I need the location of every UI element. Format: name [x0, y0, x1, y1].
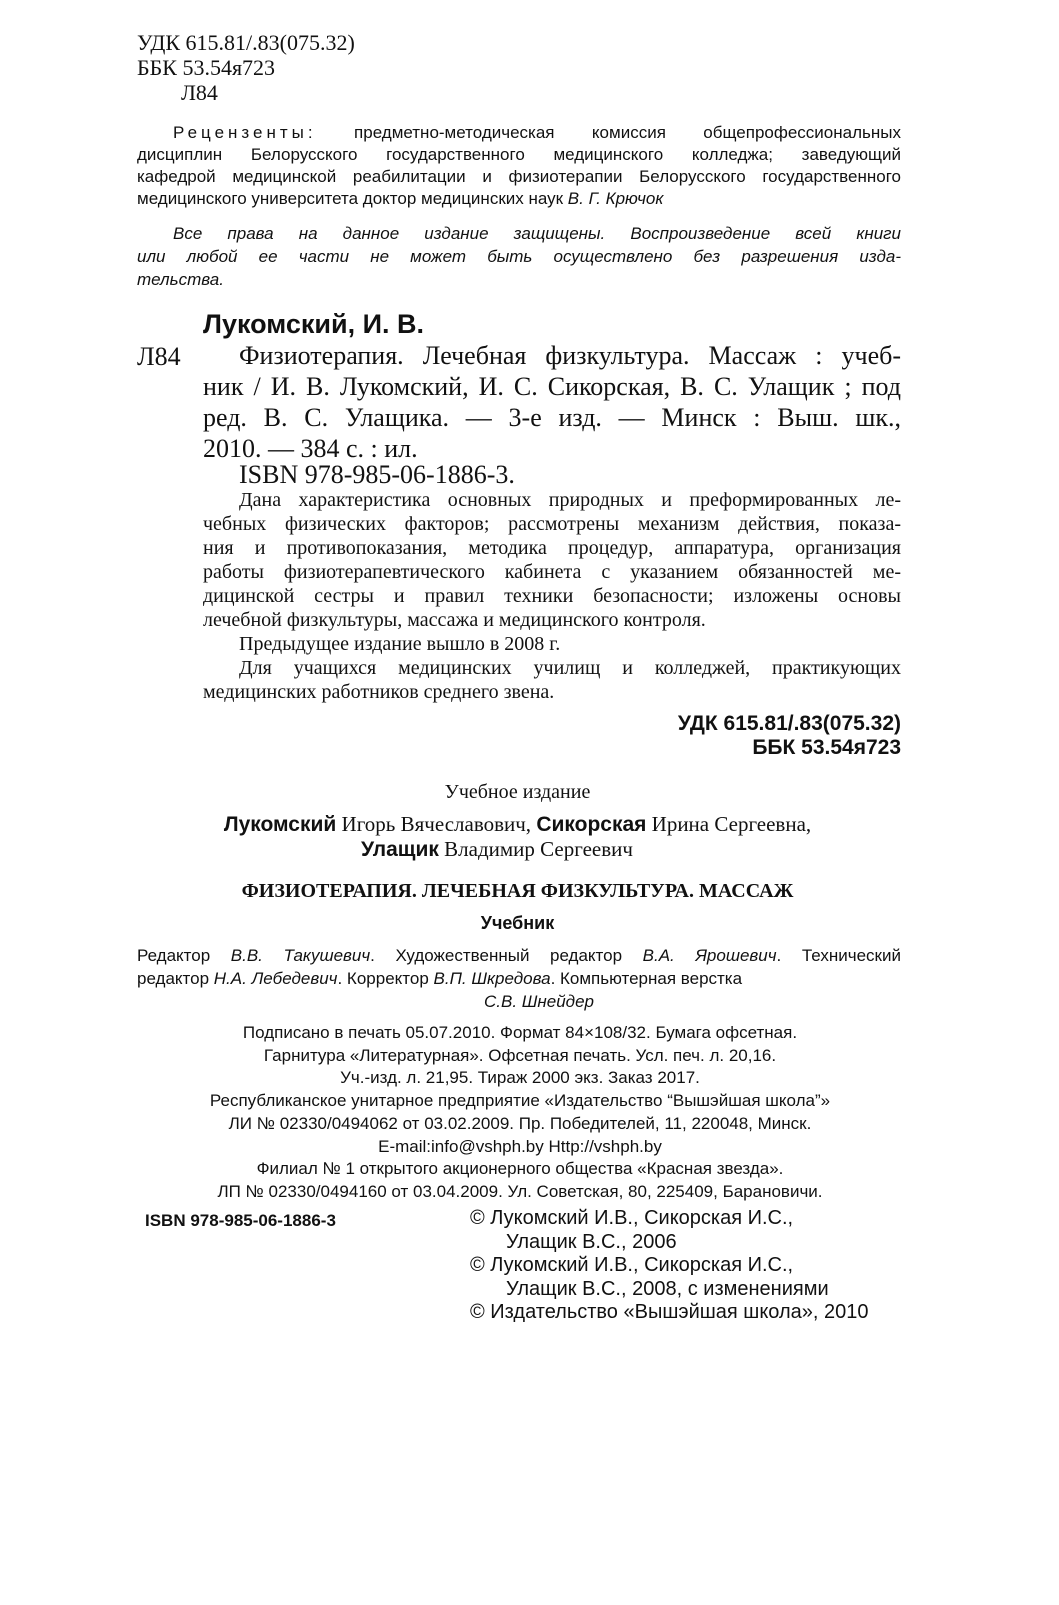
entry-title — [203, 340, 901, 464]
reviewers-line: дисциплин Белорусского государственного медицинского колледжа; заведующий — [137, 145, 901, 164]
copyright-line: © Издательство «Вышэйшая школа», 2010 — [470, 1301, 869, 1323]
annotation-line: Дана характеристика основных природных и преформированных ле- — [239, 489, 901, 511]
reviewers-label: Рецензенты: — [173, 123, 317, 142]
isbn-bottom: ISBN 978-985-06-1886-3 — [145, 1211, 336, 1230]
rights-notice — [137, 222, 901, 291]
imprint-line: Гарнитура «Литературная». Офсетная печать. Усл. печ. л. 20,16. — [263, 1045, 777, 1065]
authors-full-line2 — [361, 837, 633, 862]
imprint-line: ЛИ № 02330/0494062 от 03.02.2009. Пр. Победителей, 11, 220048, Минск. — [228, 1113, 812, 1133]
udk-code-top: УДК 615.81/.83(075.32) — [137, 30, 355, 55]
book-title: ФИЗИОТЕРАПИЯ. ЛЕЧЕБНАЯ ФИЗКУЛЬТУРА. МАССАЖ — [241, 880, 794, 902]
author-mark-top: Л84 — [181, 80, 218, 105]
imprint-line: E-mail:info@vshph.by Http://vshph.by — [378, 1136, 662, 1156]
imprint-line: Уч.-изд. л. 21,95. Тираж 2000 экз. Заказ 2017. — [340, 1068, 700, 1088]
staff-person: С.В. Шнейдер — [483, 992, 594, 1011]
entry-author: Лукомский, И. В. — [203, 309, 425, 339]
copyright-block — [470, 1207, 869, 1325]
reviewers-line: предметно-методическая комиссия общепрофессиональных — [354, 123, 901, 142]
author-surname: Сикорская — [536, 813, 647, 836]
imprint-line: Республиканское унитарное предприятие «Издательство “Вышэйшая школа”» — [209, 1091, 831, 1111]
previous-edition: Предыдущее издание вышло в 2008 г. — [239, 633, 561, 655]
entry-title-line: Физиотерапия. Лечебная физкультура. Массаж : учеб- — [239, 341, 901, 370]
audience-line: Для учащихся медицинских училищ и колледжей, практикующих — [239, 657, 901, 679]
bbk-code-top: ББК 53.54я723 — [137, 55, 276, 80]
annotation-line: лечебной физкультуры, массажа и медицинского контроля. — [203, 609, 706, 631]
entry-title-line: 2010. — 384 с. : ил. — [203, 434, 418, 463]
staff-role: Редактор — [137, 946, 211, 965]
annotation-line: чебных физических факторов; рассмотрены механизм действия, показа- — [203, 513, 901, 535]
reviewers-block — [137, 122, 901, 210]
staff-role: редактор — [137, 969, 210, 988]
staff-line — [137, 967, 901, 990]
udk-code-bottom: УДК 615.81/.83(075.32) — [677, 712, 901, 735]
staff-person: В.П. Шкредова — [433, 969, 551, 988]
copyright-line: Улащик В.С., 2006 — [506, 1230, 677, 1253]
authors-full-line1 — [0, 812, 1035, 837]
staff-role: . Компьютерная верстка — [550, 969, 743, 988]
edition-type: Учебное издание — [444, 781, 591, 803]
copyright-line: Улащик В.С., 2008, с изменениями — [506, 1277, 829, 1300]
imprint-block — [0, 1022, 1040, 1204]
staff-role: . Корректор — [337, 969, 429, 988]
entry-isbn: ISBN 978-985-06-1886-3. — [239, 460, 515, 489]
imprint-line: ЛП № 02330/0494160 от 03.04.2009. Ул. Советская, 80, 225409, Барановичи. — [217, 1181, 823, 1201]
entry-title-line: ред. В. С. Улащика. — 3-е изд. — Минск : Выш. шк., — [203, 403, 901, 432]
author-given: Владимир Сергеевич — [444, 837, 633, 861]
reviewer-name: В. Г. Крючок — [567, 189, 664, 208]
staff-person: Н.А. Лебедевич — [213, 969, 338, 988]
rights-line: Все права на данное издание защищены. Воспроизведение всей книги — [173, 224, 901, 243]
staff-block — [137, 944, 901, 1013]
author-given: Ирина Сергеевна, — [651, 812, 812, 836]
rights-line: тельства. — [137, 270, 224, 289]
staff-role: . Технический — [776, 946, 901, 965]
entry-title-line: ник / И. В. Лукомский, И. С. Сикорская, В. С. Улащик ; под — [203, 372, 901, 401]
copyright-line: © Лукомский И.В., Сикорская И.С., — [470, 1207, 794, 1229]
annotation-line: ния и противопоказания, методика процедур, аппаратура, организация — [203, 537, 901, 559]
staff-line — [137, 944, 901, 967]
book-kind: Учебник — [480, 913, 555, 933]
author-surname: Улащик — [361, 838, 439, 861]
imprint-line: Подписано в печать 05.07.2010. Формат 84×108/32. Бумага офсетная. — [242, 1023, 798, 1042]
staff-person: В.А. Ярошевич — [642, 946, 777, 965]
author-given: Игорь Вячеславович, — [341, 812, 532, 836]
audience-line: медицинских работников среднего звена. — [203, 681, 555, 703]
reviewers-line: медицинского университета доктор медицинских наук — [137, 189, 564, 208]
entry-mark: Л84 — [137, 342, 181, 371]
imprint-line: Филиал № 1 открытого акционерного общества «Красная звезда». — [256, 1159, 784, 1179]
annotation — [203, 488, 901, 704]
staff-person: В.В. Такушевич — [230, 946, 371, 965]
staff-role: . Художественный редактор — [370, 946, 623, 965]
reviewers-line: кафедрой медицинской реабилитации и физиотерапии Белорусского государственного — [137, 167, 901, 186]
annotation-line: работы физиотерапевтического кабинета с указанием обязанностей ме- — [203, 561, 901, 583]
bbk-code-bottom: ББК 53.54я723 — [752, 736, 901, 759]
author-surname: Лукомский — [223, 813, 337, 836]
copyright-line: © Лукомский И.В., Сикорская И.С., — [470, 1254, 794, 1276]
rights-line: или любой ее части не может быть осуществлено без разрешения изда- — [137, 247, 901, 266]
annotation-line: дицинской сестры и правил техники безопасности; изложены основы — [203, 585, 901, 607]
